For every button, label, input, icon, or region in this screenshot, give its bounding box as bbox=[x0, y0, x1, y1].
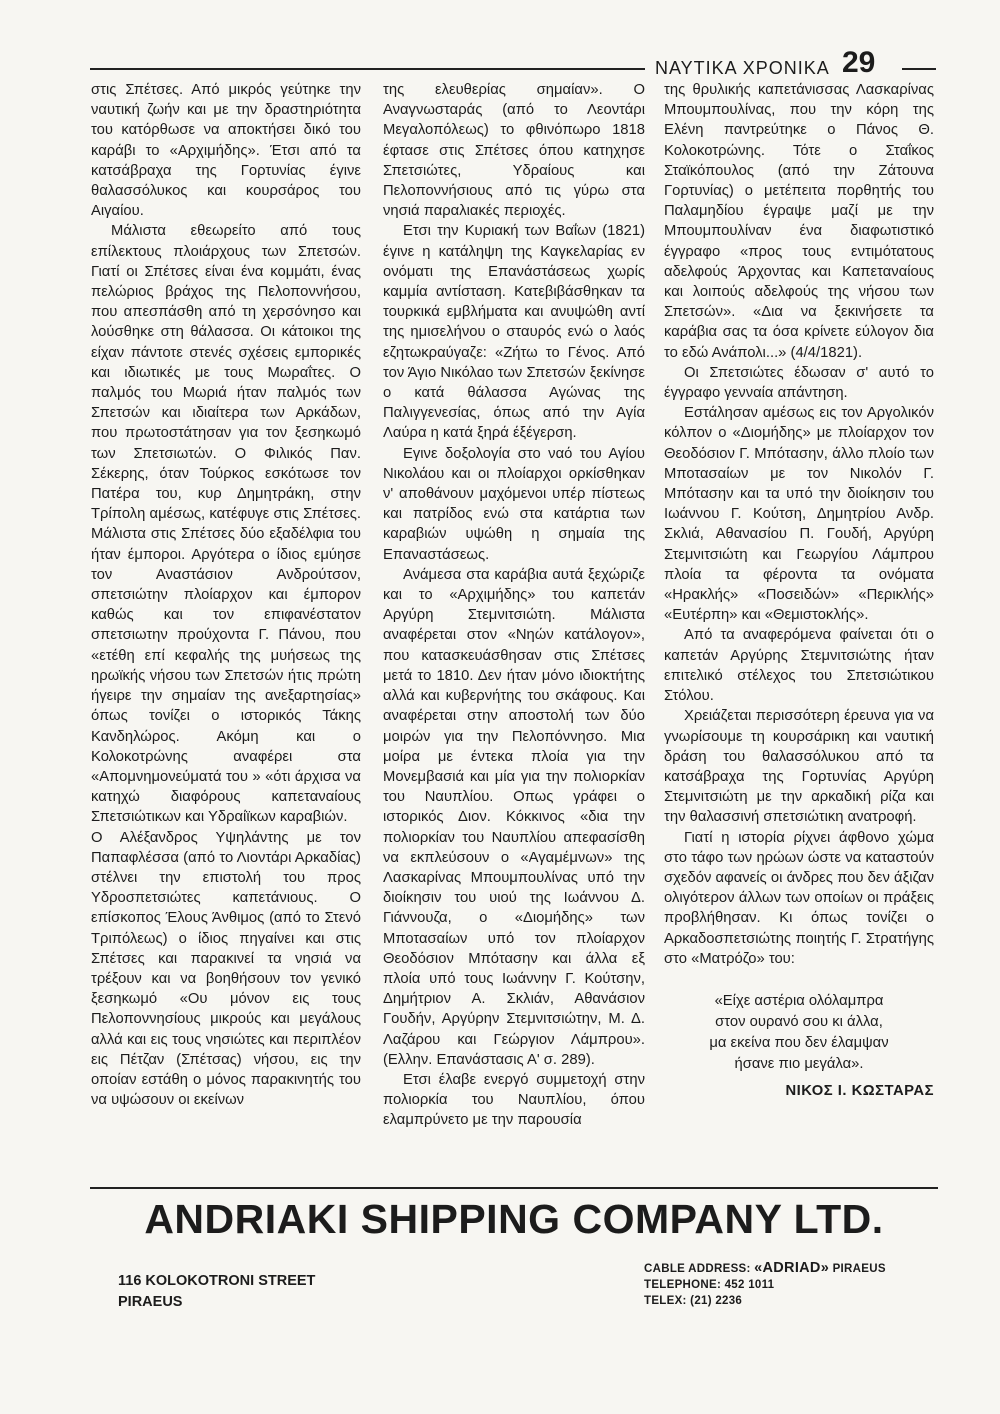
paragraph: Από τα αναφερόμενα φαίνεται ότι ο καπετάν Αργύρης Στεμνιτσιώτης ήταν επιτελικό στέλεχος του Σπετσιώτικου Στόλου. bbox=[664, 627, 934, 705]
address-city: PIRAEUS bbox=[118, 1294, 183, 1310]
quote-line: ήσανε πιο μεγάλα». bbox=[734, 1055, 864, 1072]
cable-value: «ADRIAD» bbox=[754, 1260, 830, 1276]
article-column-2 bbox=[383, 80, 645, 1131]
article-column-1 bbox=[91, 80, 361, 1110]
paragraph: Χρειάζεται περισσότερη έρευνα για να γνωρίσουμε τη κουρσάρικη και ναυτική δράση του θαλασσόλυκου από τα κατσάβραχα της Γορτυνίας Αργύρη Στεμνιτσιώτη με την αρκαδική ρίζα και την θαλασσινή σπετσιώτικη ανατροφή. bbox=[664, 708, 934, 826]
paragraph: Ανάμεσα στα καράβια αυτά ξεχώριζε και το «Αρχιμήδης» του καπετάν Αργύρη Στεμνιτσιώτη. Μάλιστα αναφέρεται στον «Νηών κατάλογον», που κατασκευάσθησαν στις Σπέτσες μετά το 1810. Δεν ήταν μόνο ιδιοκτήτης αλλά και κυβερνήτης του σκάφους. Και αναφέρεται στην αποστολή των δύο μοιρών για την Πελοπόννησο. Μια μοίρα με έντεκα πλοία για την Μονεμβασιά και μία για την πολιορκίαν του Ναυπλίου. Οπως γράφει ο ιστορικός Διον. Κόκκινος «δια την πολιορκίαν του Ναυπλίου απεφασίσθη να εκπλεύσουν ο «Αγαμέμνων» της Λασκαρίνας Μπουμπουλίνας υπό την διοίκησιν του υιού της Ιωάννου Δ. Γιάννουζα, ο «Διομήδης» των Μποτασαίων υπό τον πλοίαρχον Θεοδόσιον Μπότασην και άλλα εξ πλοία υπό τους Ιωάννην Γ. Κούτσην, Δημήτριον Α. Σκλιάν, Αθανάσιον Γουδήν, Αργύρην Στεμνιτσιώτην, Μ. Δ. Λαζάρου και Γεώργιον Λάμπρου». (Ελλην. Επανάστασις Α' σ. 289). bbox=[383, 566, 645, 1068]
address-street: 116 KOLOKOTRONI STREET bbox=[118, 1273, 316, 1289]
paragraph: Ο Αλέξανδρος Υψηλάντης με τον Παπαφλέσσα (από το Λιοντάρι Αρκαδίας) στέλνει την επιστολή του προς Υδροσπετσιώτες καπετάνιους. Ο επίσκοπος Έλους Άνθιμος (από το Στενό Τριπόλεως) ο ίδιος πηγαίνει και στις Σπέτσες και παρακινεί τα νησιά να τρέξουν και να βοηθήσουν τον γενικό ξεσηκωμό «Ου μόνον εις τους Πελοποννησίους μικρούς και μεγάλους αλλά και εις τους νησιώτες και περιπλέον εις Πέτζαν (Σπέτσας) νήσου, εις την οποίαν εστάθη ο μόνος παρακινητής του να υψώσουν οι εκείνων bbox=[91, 829, 361, 1109]
paragraph: Ετσι έλαβε ενεργό συμμετοχή στην πολιορκία του Ναυπλίου, όπου ελαμπρύνετο με την παρουσία bbox=[383, 1071, 645, 1129]
cable-city: PIRAEUS bbox=[832, 1263, 886, 1275]
poem-quote bbox=[664, 991, 934, 1075]
quote-line: στον ουρανό σου κι άλλα, bbox=[715, 1013, 883, 1030]
header-rule-right bbox=[902, 68, 936, 70]
telephone-line: TELEPHONE: 452 1011 bbox=[644, 1279, 775, 1291]
article-author: ΝΙΚΟΣ Ι. ΚΩΣΤΑΡΑΣ bbox=[785, 1082, 934, 1099]
paragraph: Γιατί η ιστορία ρίχνει άφθονο χώμα στο τάφο των ηρώων ώστε να καταστούν σχεδόν αφανείς οι άνδρες που δεν άξιζαν ολιγότερον άλλων των οποίων οι πράξεις προβλήθησαν. Κι όπως τονίζει ο Αρκαδοσπετσιώτης ποιητής Γ. Στρατήγης στο «Ματρόζο» του: bbox=[664, 829, 934, 967]
cable-address-line bbox=[644, 1260, 886, 1277]
paragraph: στις Σπέτσες. Από μικρός γεύτηκε την ναυτική ζωήν και με την δραστηριότητα του κατόρθωσε να αποκτήσει δικό του καράβι το «Αρχιμήδης». Έτσι από τα κατσάβραχα της Γορτυνίας έγινε θαλασσόλυκος και κουρσάρος του Αιγαίου. bbox=[91, 82, 361, 220]
article-column-3 bbox=[664, 80, 934, 1101]
advertisement-company-name: ANDRIAKI SHIPPING COMPANY LTD. bbox=[144, 1196, 884, 1242]
paragraph: της θρυλικής καπετάνισσας Λασκαρίνας Μπουμπουλίνας, που την κόρη της Ελένη παντρεύτηκε ο Πάνος Θ. Κολοκοτρώνης. Τότε ο Σταΐκος Σταϊκόπουλος (από την Ζάτουνα Γορτυνίας) ο μετέπειτα πορθητής του Παλαμηδίου έγραψε μαζί με την Μπουμπουλίναν ένα διαφωτιστικό έγγραφο «προς τους εντιμότατους αδελφούς Άρχοντας και Καπεταναίους και λοιπούς αδελφούς της νήσου των Σπετσών». «Δια να ξεκινήσετε τα καράβια σας τα όσα κρίνετε εύλογον δια το εδώ Ανάπολι...» (4/4/1821). bbox=[664, 82, 934, 361]
paragraph: Ετσι την Κυριακή των Βαΐων (1821) έγινε η κατάληψη της Καγκελαρίας εν ονόματι της Επανάστάσεως χωρίς καμμία αντίσταση. Κατεβιβάσθηκαν τα τουρκικά εμβλήματα και ανυψώθη αντί της ημισελήνου ο σταυρός ενώ ο λαός εζητωκραύγαζε: «Ζήτω το Γένος. Από τον Άγιο Νικόλαο των Σπετσών ξεκίνησε ο κατά θάλασσα Αγώνας της Παλιγγενεσίας, όπως από την Αγία Λαύρα η κατά ξηρά έξέγερση. bbox=[383, 223, 645, 442]
quote-line: μα εκείνα που δεν έλαμψαν bbox=[709, 1034, 889, 1051]
quote-line: «Είχε αστέρια ολόλαμπρα bbox=[714, 992, 884, 1009]
telex-line: TELEX: (21) 2236 bbox=[644, 1295, 743, 1307]
magazine-title: ΝΑΥΤΙΚΑ ΧΡΟΝΙΚΑ bbox=[655, 58, 830, 78]
paragraph: Εστάλησαν αμέσως εις τον Αργολικόν κόλπον ο «Διομήδης» με πλοίαρχον τον Θεοδόσιον Γ. Μπότασην, άλλο πλοίο των Μποτασαίων με τον Νικολόν Γ. Μπότασην και τα υπό την διοίκησιν του Ιωάννου Γ. Κούτση, Δημητρίου Ανδρ. Σκλιά, Αθανασίου Π. Γουδή, Αργύρη Στεμνιτσιώτη και Γεωργίου Λάμπρου πλοία τα φέροντα τα ονόματα «Ηρακλής» «Ποσειδών» «Περικλής» «Ευτέρπη» και «Θεμιστοκλής». bbox=[664, 405, 934, 624]
paragraph: Μάλιστα εθεωρείτο από τους επίλεκτους πλοιάρχους των Σπετσών. Γιατί οι Σπέτσες είναι ένα κομμάτι, ένας πελώριος βράχος της Πελοποννήσου, που απεσπάσθη από τη χερσόνησο και λούσθηκε στη θάλασσα. Οι κάτοικοι της είχαν πάντοτε στενές σχέσεις εμπορικές και ιδιωτικές με τους Μωραΐτες. Ο παλμός του Μωριά ήταν παλμός των Σπετσών και ιδιαίτερα των Αρκάδων, που πρωτοστάτησαν για τον ξεσηκωμό των Σπετσιωτών. Ο Φιλικός Παν. Σέκερης, όταν Τούρκος εσκότωσε τον Πατέρα του, κυρ Δημητράκη, στην Τρίπολη αμέσως, κατέφυγε στις Σπέτσες. Μάλιστα στις Σπέτσες δύο εξαδέλφια του ήταν έμποροι. Αργότερα ο ίδιος εμύησε τον Αναστάσιον Ανδρούτσον, σπετσιώτην πλοίαρχον και έμπορον καθώς και τον επιφανέστατον σπετσιωτην προύχοντα Γ. Πάνου, που «ετέθη επί κεφαλής της μυήσεως της ηρωϊκής νήσου των Σπετσών ήτις πρώτη ήγειρε την σημαίαν της ανεξαρτησίας» όπως τονίζει ο ιστορικός Τάκης Κανδηλώρος. Ακόμη και ο Κολοκοτρώνης αναφέρει στα «Απομνημονεύματά του » «ότι άρχισα να κατηχώ διαφόρους καπεταναίους Σπετσιώτικων και Υδραίϊκων καραβιών. bbox=[91, 223, 361, 826]
page-number: 29 bbox=[842, 46, 876, 79]
header-rule-left bbox=[90, 68, 645, 70]
advertisement-rule bbox=[90, 1187, 938, 1189]
paragraph: Εγινε δοξολογία στο ναό του Αγίου Νικολάου και οι πλοίαρχοι ορκίσθηκαν ν' αποθάνουν μαχόμενοι υπέρ πίστεως και πατρίδος ενώ στα κατάρτια των καραβιών υψώθη η σημαία της Επαναστάσεως. bbox=[383, 445, 645, 563]
advertisement-contacts bbox=[644, 1260, 886, 1309]
paragraph: της ελευθερίας σημαίαν». Ο Αναγνωσταράς (από το Λεοντάρι Μεγαλοπόλεως) το φθινόπωρο 1818 έφτασε στις Σπέτσες όπου κατηχησε Σπετσιώτες, Υδραίους και Πελοποννήσιους από τις γύρω στα νησιά παραλιακές περιοχές. bbox=[383, 82, 645, 220]
cable-label: CABLE ADDRESS: bbox=[644, 1263, 751, 1275]
paragraph: Οι Σπετσιώτες έδωσαν σ' αυτό το έγγραφο γενναία απάντηση. bbox=[664, 364, 934, 402]
advertisement-address bbox=[118, 1271, 315, 1313]
